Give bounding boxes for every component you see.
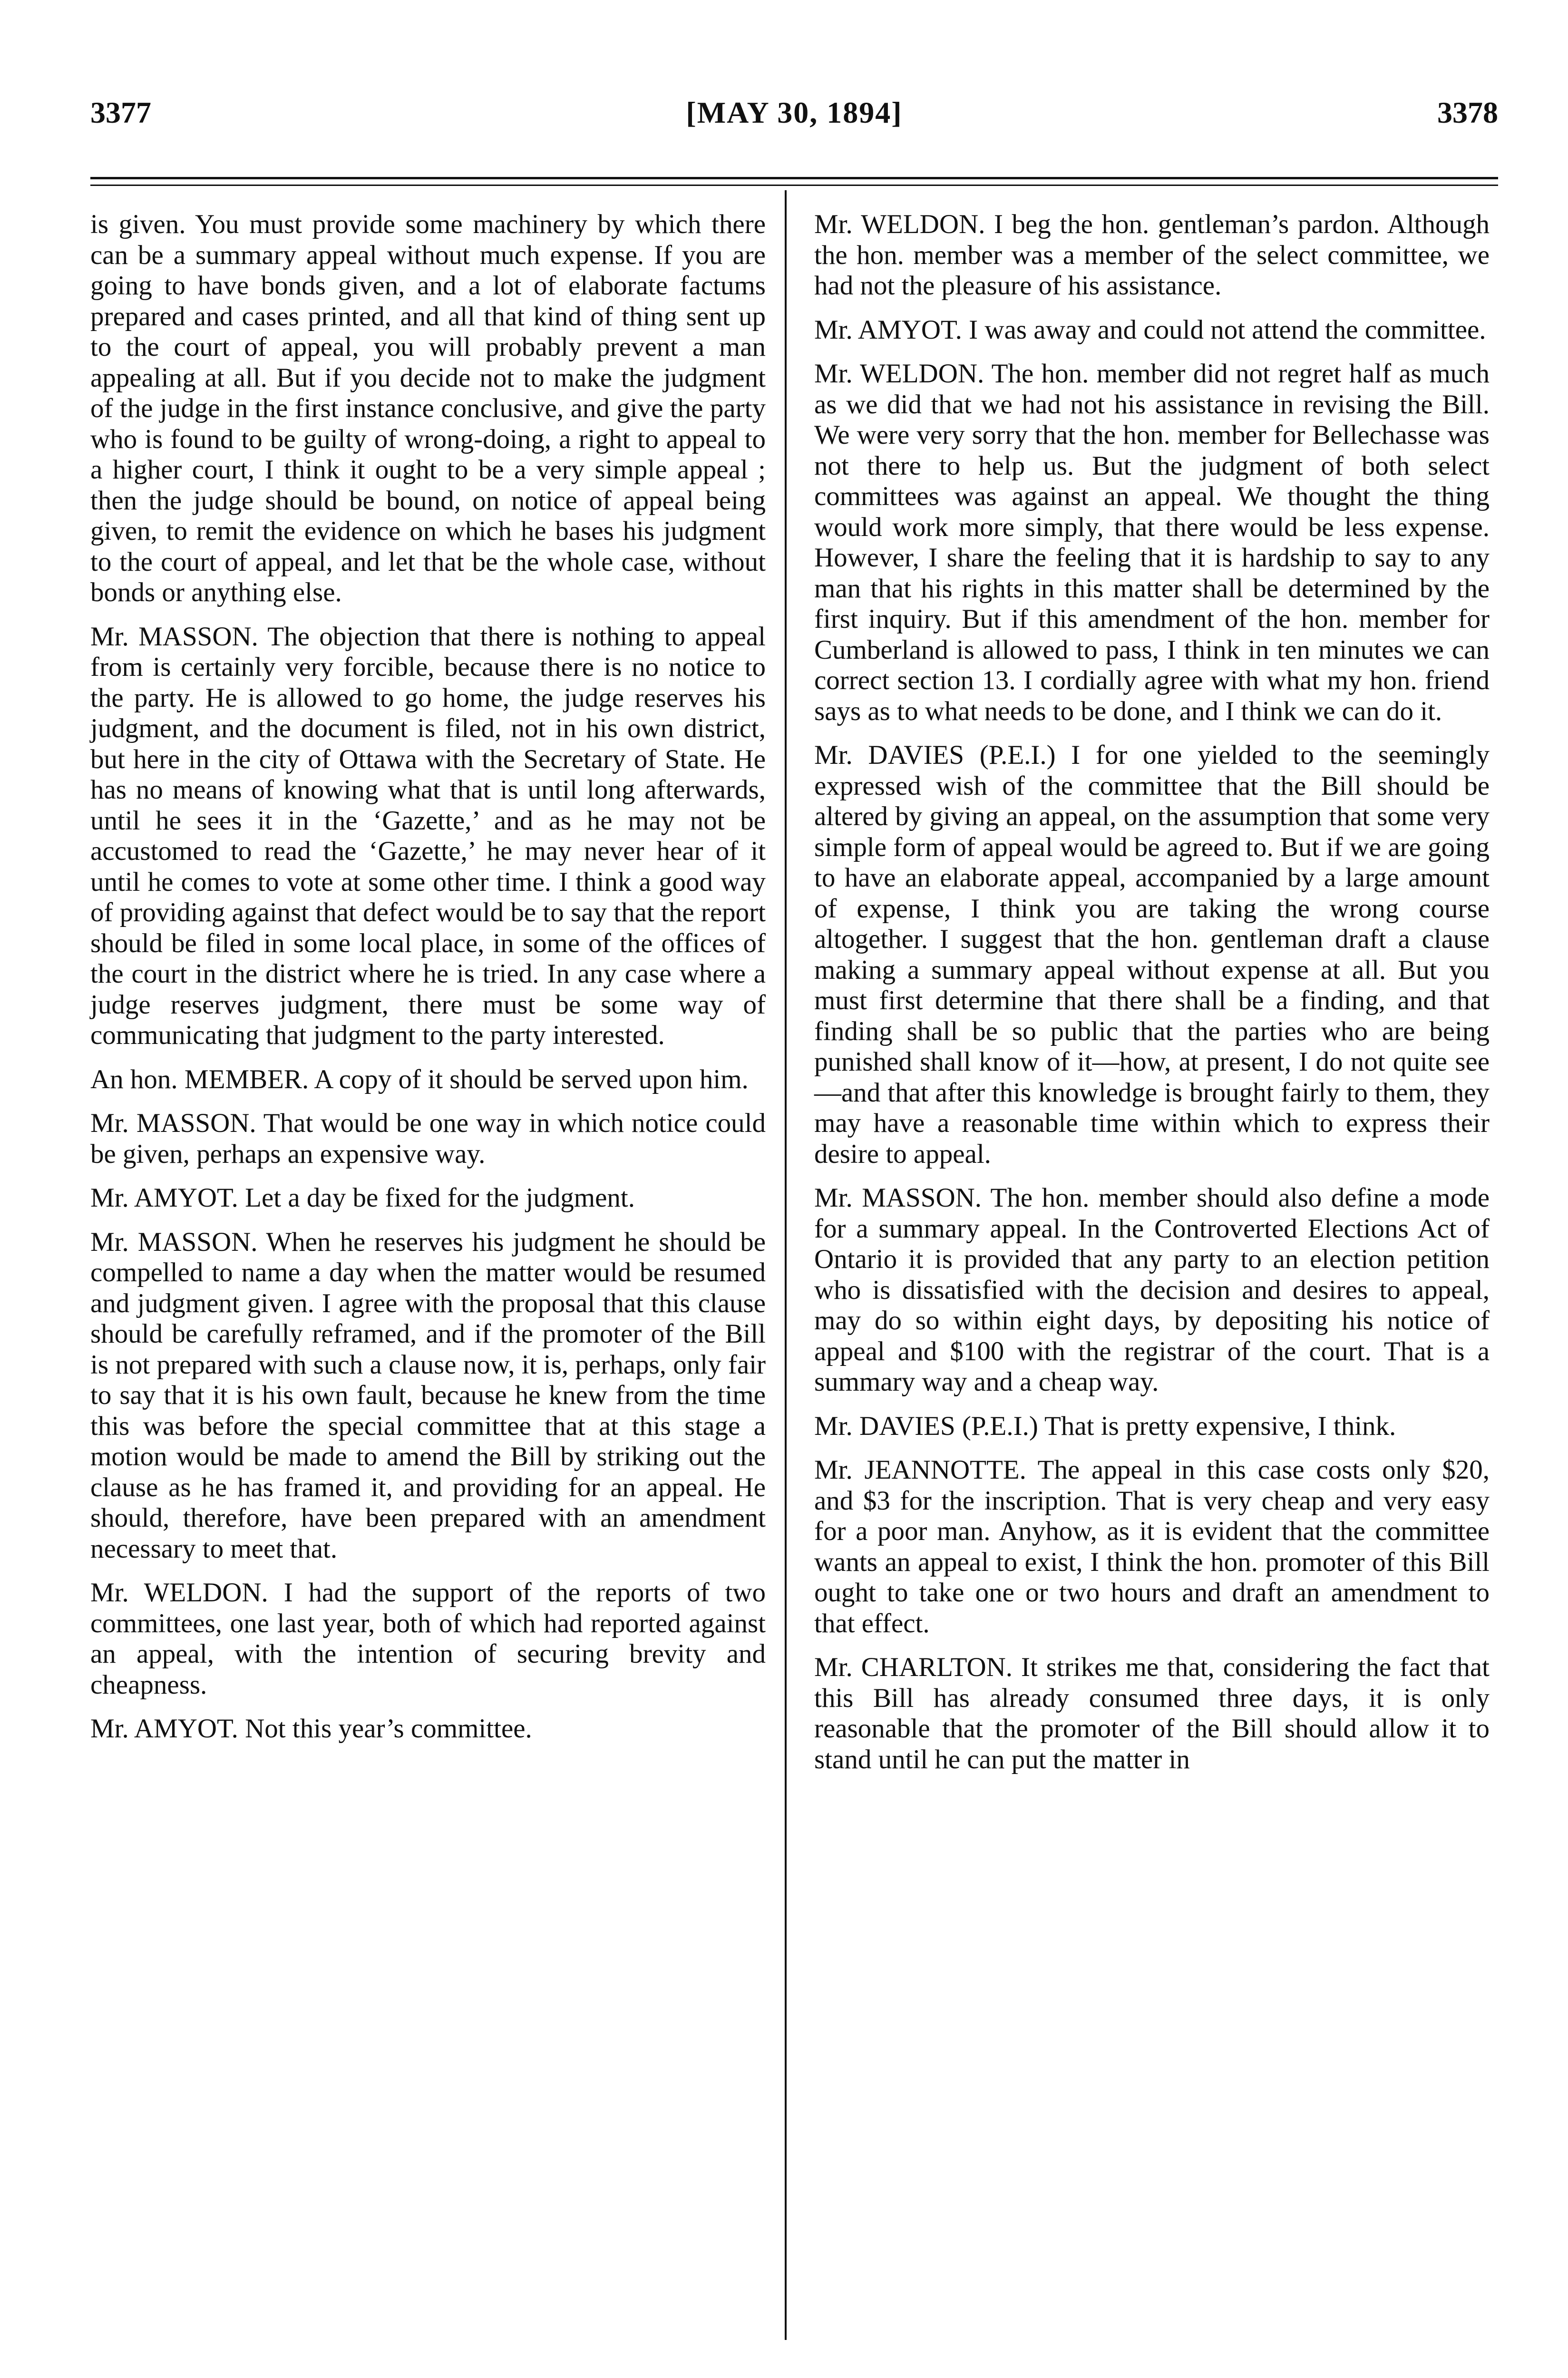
left-column — [90, 209, 766, 1758]
paragraph — [814, 1183, 1490, 1398]
paragraph — [90, 209, 766, 608]
paragraph — [814, 1455, 1490, 1639]
header-rule-top — [90, 177, 1498, 179]
paragraph-text: I for one yielded to the seemingly expressed wish of the committee that the Bill should be altered by giving an appeal, on the assumption that some very simple form of appeal would be agreed to. But if we are going to have an elaborate appeal, accompanied by a large amount of expense, I think you are taking the wrong course altogether. I suggest that the hon. gentleman draft a clause making a summary appeal without expense at all. But you must first determine that there shall be a finding, and that finding shall be so public that the parties who are being punished shall know of it—how, at present, I do not quite see—and that after this knowledge is brought fairly to them, they may have a reasonable time within which to express their desire to appeal. — [814, 740, 1490, 1169]
speaker-name: Mr. AMYOT. — [90, 1714, 238, 1744]
paragraph — [814, 740, 1490, 1170]
speaker-name: Mr. AMYOT. — [90, 1183, 238, 1213]
header-date: [MAY 30, 1894] — [686, 96, 903, 129]
paragraph-text: The hon. member did not regret half as much as we did that we had not his assistance in revising the Bill. We were very sorry that the hon. member for Bellechasse was not there to help us. But the judgment of both select committees was against an appeal. We thought the thing would work more simply, that there would be less expense. However, I share the feeling that it is hardship to say to any man that his rights in this matter shall be determined by the first inquiry. But if this amendment of the hon. member for Cumberland is allowed to pass, I think in ten minutes we can correct section 13. I cordially agree with what my hon. friend says as to what needs to be done, and I think we can do it. — [814, 359, 1490, 726]
paragraph-text: is given. You must provide some machinery by which there can be a summary appeal without much expense. If you are going to have bonds given, and a lot of elaborate factums prepared and cases printed, and all that kind of thing sent up to the court of appeal, you will probably prevent a man appealing at all. But if you decide not to make the judgment of the judge in the first instance conclusive, and give the party who is found to be guilty of wrong-doing, a right to appeal to a higher court, I think it ought to be a very simple appeal ; then the judge should be bound, on notice of appeal being given, to remit the evidence on which he bases his judgment to the court of appeal, and let that be the whole case, without bonds or anything else. — [90, 209, 766, 607]
speaker-name: Mr. CHARLTON. — [814, 1652, 1013, 1682]
paragraph-text: When he reserves his judgment he should be compelled to name a day when the matter would be resumed and judgment given. I agree with the proposal that this clause should be carefully reframed, and if the promoter of the Bill is not prepared with such a clause now, it is, perhaps, only fair to say that it is his own fault, because he knew from the time this was before the special committee that at this stage a motion would be made to amend the Bill by striking out the clause as he has framed it, and providing for an appeal. He should, therefore, have been prepared with an amendment necessary to meet that. — [90, 1227, 766, 1564]
speaker-name: Mr. MASSON. — [90, 1227, 258, 1257]
paragraph — [90, 1714, 766, 1745]
paragraph — [90, 1108, 766, 1170]
page-header — [90, 95, 1498, 147]
paragraph-text: That is pretty expensive, I think. — [1044, 1411, 1396, 1441]
paragraph-text: The hon. member should also define a mode for a summary appeal. In the Controverted Elections Act of Ontario it is provided that any party to an election petition who is dissatisfied with the decision and desires to appeal, may do so within eight days, by depositing his notice of appeal and $100 with the registrar of the court. That is a summary way and a cheap way. — [814, 1183, 1490, 1397]
paragraph — [90, 1183, 766, 1214]
paragraph-text: That would be one way in which notice could be given, perhaps an expensive way. — [90, 1108, 766, 1169]
speaker-name: Mr. DAVIES (P.E.I.) — [814, 1411, 1038, 1441]
speaker-name: Mr. WELDON. — [90, 1578, 268, 1608]
paragraph — [814, 1411, 1490, 1442]
header-rule-bottom — [90, 185, 1498, 186]
paragraph-text: The objection that there is nothing to appeal from is certainly very forcible, because there is no notice to the party. He is allowed to go home, the judge reserves his judgment, and the document is filed, not in his own district, but here in the city of Ottawa with the Secretary of State. He has no means of knowing what that is until long afterwards, until he sees it in the ‘Gazette,’ and as he may not be accustomed to read the ‘Gazette,’ he may never hear of it until he comes to vote at some other time. I think a good way of providing against that defect would be to say that the report should be filed in some local place, in some of the offices of the court in the district where he is tried. In any case where a judge reserves judgment, there must be some way of communicating that judgment to the party interested. — [90, 621, 766, 1050]
paragraph-text: I beg the hon. gentleman’s pardon. Although the hon. member was a member of the select committee, we had not the pleasure of his assistance. — [814, 209, 1490, 301]
paragraph-text: A copy of it should be served upon him. — [314, 1064, 749, 1094]
speaker-name: Mr. AMYOT. — [814, 314, 962, 345]
speaker-name: Mr. JEANNOTTE. — [814, 1455, 1026, 1485]
speaker-name: Mr. DAVIES (P.E.I.) — [814, 740, 1056, 770]
left-page-number: 3377 — [90, 96, 151, 129]
paragraph-text: It strikes me that, considering the fact that this Bill has already consumed three days, it is only reasonable that the promoter of the Bill should allow it to stand until he can put the matter in — [814, 1652, 1490, 1774]
column-divider — [785, 190, 787, 2340]
paragraph — [90, 1578, 766, 1700]
speaker-name: Mr. MASSON. — [814, 1183, 982, 1213]
paragraph — [90, 1064, 766, 1095]
paragraph-text: The appeal in this case costs only $20, and $3 for the inscription. That is very cheap and very easy for a poor man. Anyhow, as it is evident that the committee wants an appeal to exist, I think the hon. promoter of this Bill ought to take one or two hours and draft an amendment to that effect. — [814, 1455, 1490, 1638]
paragraph — [90, 1227, 766, 1565]
paragraph — [814, 1652, 1490, 1775]
speaker-name: An hon. MEMBER. — [90, 1064, 309, 1094]
right-page-number: 3378 — [1437, 96, 1498, 129]
paragraph-text: Not this year’s committee. — [245, 1714, 532, 1744]
speaker-name: Mr. MASSON. — [90, 1108, 256, 1138]
paragraph — [814, 315, 1490, 346]
paragraph — [90, 622, 766, 1051]
paragraph-text: I had the support of the reports of two committees, one last year, both of which had reported against an appeal, with the intention of securing brevity and cheapness. — [90, 1578, 766, 1700]
speaker-name: Mr. WELDON. — [814, 209, 985, 239]
paragraph-text: I was away and could not attend the committee. — [969, 314, 1486, 345]
paragraph — [814, 359, 1490, 727]
paragraph — [814, 209, 1490, 302]
speaker-name: Mr. MASSON. — [90, 621, 258, 652]
right-column — [814, 209, 1490, 1788]
paragraph-text: Let a day be fixed for the judgment. — [245, 1183, 635, 1213]
speaker-name: Mr. WELDON. — [814, 359, 984, 389]
